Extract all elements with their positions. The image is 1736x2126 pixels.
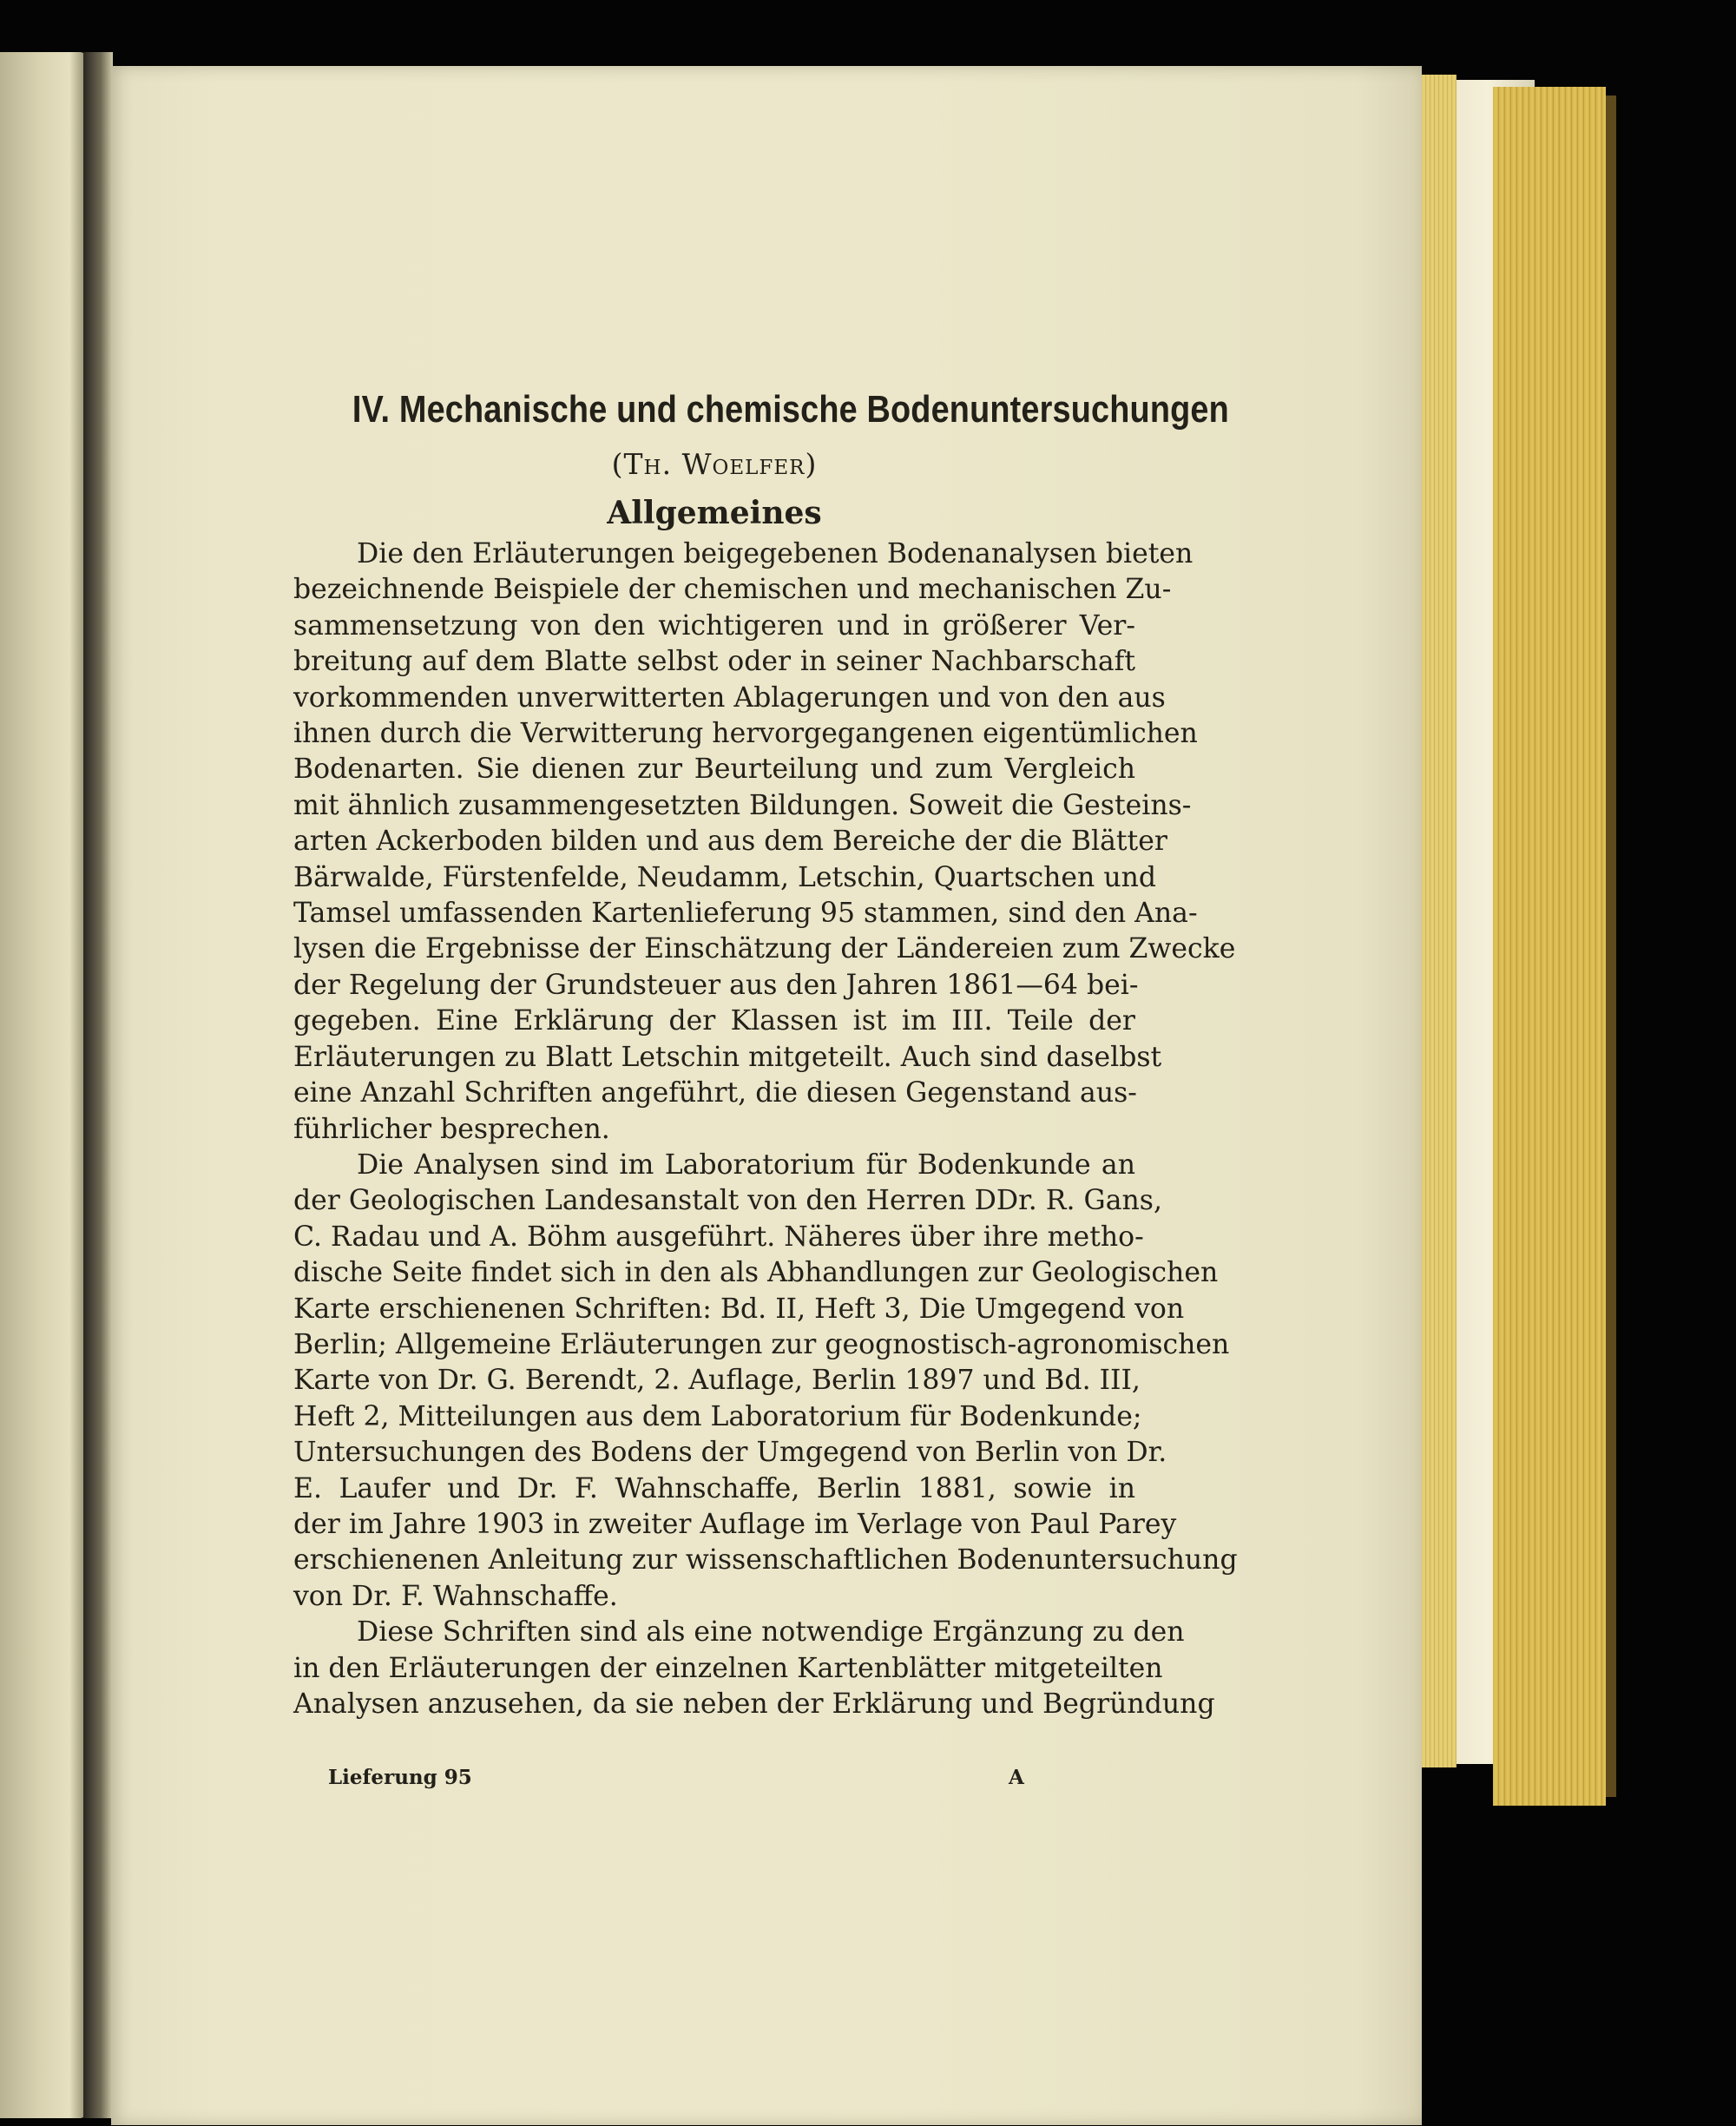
section-heading: Allgemeines (607, 495, 822, 531)
paragraph-2 (293, 1148, 1238, 1615)
text-line: in den Erläuterungen der einzelnen Kartenblätter mitgeteilten (293, 1652, 1163, 1684)
paragraph-3 (293, 1615, 1215, 1722)
text-line: mit ähnlich zusammengesetzten Bildungen. Soweit die Gesteins- (293, 789, 1192, 821)
book-cover-edge (1606, 95, 1616, 1797)
text-line: eine Anzahl Schriften angeführt, die diesen Gegenstand aus- (293, 1077, 1137, 1109)
text-line: vorkommenden unverwitterten Ablagerungen und von den aus (293, 681, 1166, 714)
page-stack-edge (1422, 75, 1457, 1767)
text-line: Karte von Dr. G. Berendt, 2. Auflage, Berlin 1897 und Bd. III, (293, 1365, 1141, 1397)
text-line: ihnen durch die Verwitterung hervorgegangenen eigentümlichen (293, 718, 1198, 750)
text-line: Berlin; Allgemeine Erläuterungen zur geognostisch-agronomischen (293, 1328, 1230, 1360)
sheet-mark: A (1009, 1766, 1024, 1789)
facing-page-edge (0, 52, 87, 2118)
book-gutter (83, 52, 113, 2118)
text-line: Untersuchungen des Bodens der Umgegend von Berlin von Dr. (293, 1437, 1167, 1469)
text-line: breitung auf dem Blatte selbst oder in seiner Nachbarschaft (293, 646, 1135, 678)
text-line: Bärwalde, Fürstenfelde, Neudamm, Letschin, Quartschen und (293, 861, 1157, 893)
text-line: Analysen anzusehen, da sie neben der Erklärung und Begründung (293, 1688, 1215, 1720)
text-line: der Regelung der Grundsteuer aus den Jahren 1861—64 bei- (293, 969, 1139, 1001)
text-line: E. Laufer und Dr. F. Wahnschaffe, Berlin 1881, sowie in (293, 1472, 1135, 1504)
text-line: bezeichnende Beispiele der chemischen und mechanischen Zu- (293, 574, 1172, 606)
text-line: der Geologischen Landesanstalt von den Herren DDr. R. Gans, (293, 1185, 1162, 1217)
text-line: C. Radau und A. Böhm ausgeführt. Näheres über ihre metho- (293, 1221, 1144, 1253)
text-line: der im Jahre 1903 in zweiter Auflage im Verlage von Paul Parey (293, 1508, 1177, 1540)
paragraph-1 (293, 536, 1236, 1148)
page-content (293, 384, 1238, 1722)
text-line: lysen die Ergebnisse der Einschätzung der Ländereien zum Zwecke (293, 933, 1236, 965)
text-line: erschienenen Anleitung zur wissenschaftlichen Bodenuntersuchung (293, 1544, 1238, 1576)
text-line: von Dr. F. Wahnschaffe. (293, 1580, 618, 1612)
text-line: Bodenarten. Sie dienen zur Beurteilung und zum Vergleich (293, 754, 1135, 786)
text-line: Tamsel umfassenden Kartenlieferung 95 stammen, sind den Ana- (293, 898, 1198, 930)
text-line: führlicher besprechen. (293, 1113, 610, 1145)
text-line: Die den Erläuterungen beigegebenen Bodenanalysen bieten (357, 538, 1194, 569)
text-line: Erläuterungen zu Blatt Letschin mitgeteilt. Auch sind daselbst (293, 1041, 1162, 1073)
text-line: Diese Schriften sind als eine notwendige Ergänzung zu den (357, 1616, 1185, 1649)
book-block-gilt-edge (1493, 87, 1606, 1806)
text-line: sammensetzung von den wichtigeren und in größerer Ver- (293, 609, 1135, 642)
text-line: Die Analysen sind im Laboratorium für Bodenkunde an (357, 1149, 1135, 1181)
chapter-title: IV. Mechanische und chemische Bodenuntersuchungen (352, 388, 1229, 431)
author-line: (Th. Woelfer) (611, 447, 818, 481)
text-line: Karte erschienenen Schriften: Bd. II, Heft 3, Die Umgegend von (293, 1293, 1185, 1325)
signature-mark: Lieferung 95 (328, 1766, 472, 1789)
text-line: dische Seite findet sich in den als Abhandlungen zur Geologischen (293, 1257, 1219, 1289)
text-line: gegeben. Eine Erklärung der Klassen ist im III. Teile der (293, 1005, 1135, 1037)
text-line: arten Ackerboden bilden und aus dem Bereiche der die Blätter (293, 826, 1167, 858)
text-line: Heft 2, Mitteilungen aus dem Laboratorium für Bodenkunde; (293, 1400, 1142, 1432)
